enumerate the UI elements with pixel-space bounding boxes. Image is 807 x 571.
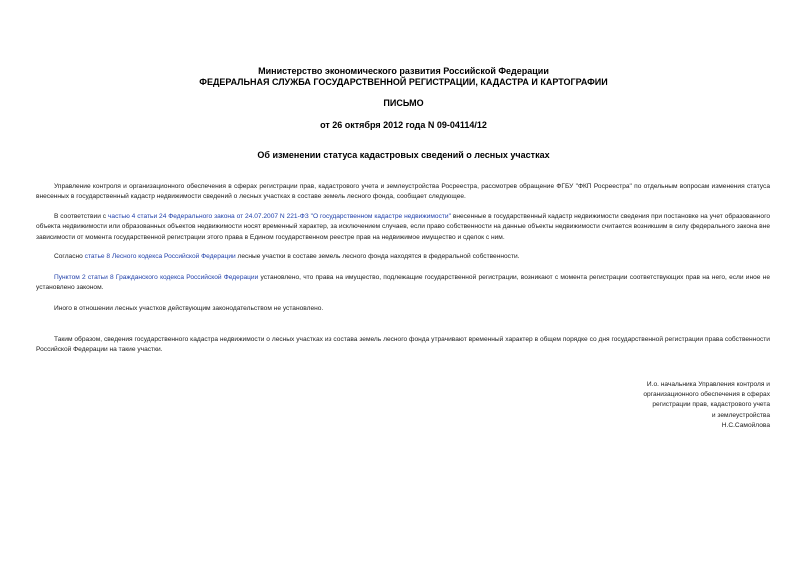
- service-title: ФЕДЕРАЛЬНАЯ СЛУЖБА ГОСУДАРСТВЕННОЙ РЕГИСТРАЦИИ, КАДАСТРА И КАРТОГРАФИИ: [199, 77, 608, 87]
- paragraph-3: [36, 252, 770, 262]
- paragraph-4: [36, 273, 770, 294]
- paragraph-5: Иного в отношении лесных участков действующим законодательством не установлено.: [54, 305, 324, 312]
- document-type: ПИСЬМО: [383, 98, 424, 108]
- signature-line-1: И.о. начальника Управления контроля и: [646, 381, 770, 388]
- signature-block: [643, 380, 770, 431]
- signature-line-4: и землеустройства: [711, 411, 770, 419]
- link-civil-code-article-8[interactable]: Пунктом 2 статьи 8 Гражданского кодекса Российской Федерации: [54, 274, 259, 281]
- document-subject: Об изменении статуса кадастровых сведений о лесных участках: [257, 150, 550, 160]
- ministry-title: Министерство экономического развития Российской Федерации: [258, 66, 549, 76]
- paragraph-2-after: внесенные в государственный кадастр недвижимости сведения при постановке на учет образованного объекта недвижимости или образованных объектов недвижимости носят временный характер, за исключением случаев, если право собственности на данные объекты недвижимости считается возникшим в силу федерального закона вне зависимости от момента государственной регистрации этого права в Едином государственном реестре прав на недвижимое имущество и сделок с ним.: [36, 213, 771, 241]
- paragraph-4-after: установлено, что права на имущество, подлежащие государственной регистрации, возникают с момента регистрации соответствующих прав на него, если иное не установлено законом.: [36, 274, 770, 292]
- paragraph-3-before: Согласно: [54, 253, 85, 260]
- link-law-221fz[interactable]: частью 4 статьи 24 Федерального закона от 24.07.2007 N 221-ФЗ "О государственном кадастре недвижимости": [107, 213, 451, 220]
- link-forest-code-article-8[interactable]: статье 8 Лесного кодекса Российской Федерации: [84, 253, 236, 260]
- paragraph-6: Таким образом, сведения государственного кадастра недвижимости о лесных участках из состава земель лесного фонда утрачивают временный характер в общем порядке со дня государственной регистрации права собственности Российской Федерации на такие участки.: [36, 336, 770, 354]
- paragraph-1: Управление контроля и организационного обеспечения в сферах регистрации прав, кадастрового учета и землеустройства Росреестра, рассмотрев обращение ФГБУ "ФКП Росреестра" по отдельным вопросам изменения статуса внесенных в государственный кадастр недвижимости сведений о лесных участках в составе земель лесного фонда, сообщает следующее.: [36, 183, 770, 201]
- signature-line-2: организационного обеспечения в сферах: [643, 391, 770, 399]
- signature-line-3: регистрации прав, кадастрового учета: [652, 401, 770, 409]
- paragraph-2-before: В соответствии с: [54, 213, 108, 220]
- paragraph-3-after: лесные участки в составе земель лесного фонда находятся в федеральной собственности.: [235, 253, 520, 260]
- document-date-number: от 26 октября 2012 года N 09-04114/12: [320, 120, 487, 130]
- paragraph-2: [36, 212, 770, 243]
- signatory-name: Н.С.Самойлова: [721, 421, 770, 429]
